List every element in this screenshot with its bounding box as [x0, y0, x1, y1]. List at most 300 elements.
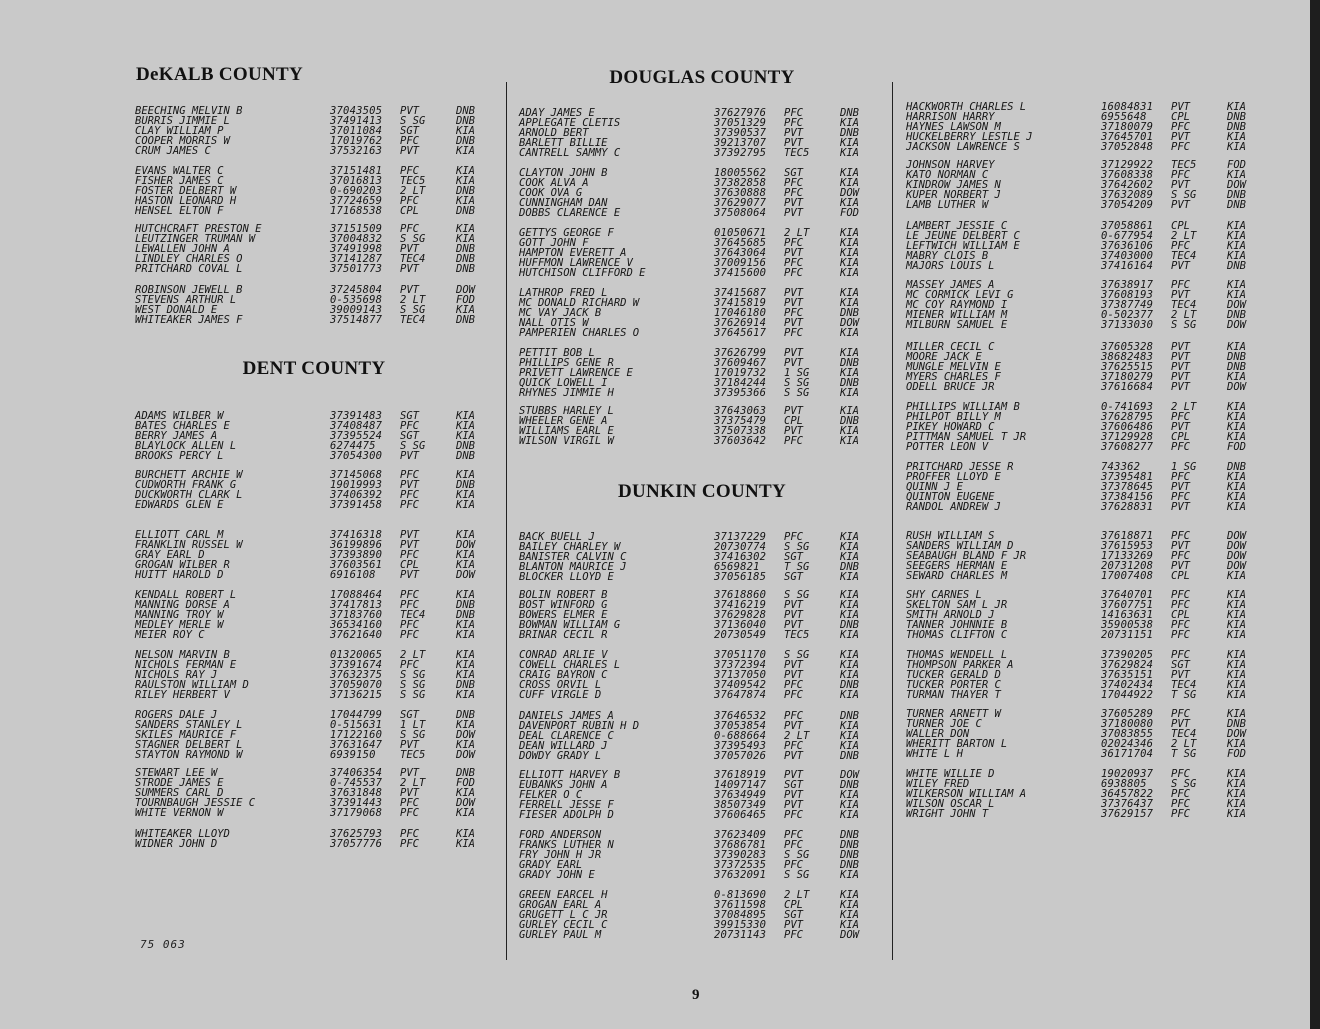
service-number: 37137050 [714, 669, 767, 681]
status: KIA [456, 499, 475, 511]
rank: S SG [400, 689, 426, 701]
status: KIA [840, 659, 859, 671]
roster-entry [903, 442, 1263, 452]
service-number: 37409542 [714, 679, 767, 691]
service-number: 37607751 [1101, 599, 1154, 611]
service-number: 17133269 [1101, 550, 1154, 562]
soldier-name: GREEN EARCEL H [519, 889, 608, 901]
soldier-name: HAMPTON EVERETT A [519, 247, 627, 259]
rank: PVT [1171, 669, 1190, 681]
entry-group [903, 402, 1263, 452]
rank: PVT [400, 105, 419, 117]
soldier-name: WHITEAKER JAMES F [135, 314, 243, 326]
soldier-name: LEWALLEN JOHN A [135, 243, 230, 255]
status: KIA [840, 367, 859, 379]
soldier-name: BATES CHARLES E [135, 420, 230, 432]
roster-entry [516, 690, 888, 700]
rank: PFC [784, 809, 803, 821]
service-number: 37640701 [1101, 589, 1154, 601]
status: KIA [840, 287, 859, 299]
rank: PVT [784, 317, 803, 329]
roster-entry [903, 502, 1263, 512]
soldier-name: PHILPOT BILLY M [906, 411, 1001, 423]
service-number: 37056185 [714, 571, 767, 583]
service-number: 37417813 [330, 599, 383, 611]
rank: PFC [1171, 441, 1190, 453]
service-number: 37646532 [714, 710, 767, 722]
status: KIA [840, 197, 859, 209]
soldier-name: BLAYLOCK ALLEN L [135, 440, 237, 452]
soldier-name: TURNER ARNETT W [906, 708, 1001, 720]
status: KIA [840, 541, 859, 553]
soldier-name: LINDLEY CHARLES O [135, 253, 243, 265]
rank: PVT [784, 425, 803, 437]
rank: PFC [784, 829, 803, 841]
status: DOW [840, 187, 859, 199]
status: KIA [1227, 421, 1246, 433]
service-number: 36199896 [330, 539, 383, 551]
soldier-name: POTTER LEON V [906, 441, 989, 453]
rank: PVT [400, 787, 419, 799]
rank: PVT [400, 263, 419, 275]
soldier-name: COOK OVA G [519, 187, 583, 199]
entry-group [516, 650, 888, 700]
soldier-name: MILLER CECIL C [906, 341, 995, 353]
rank: PVT [400, 450, 419, 462]
soldier-name: FELKER O C [519, 789, 583, 801]
soldier-name: CRUM JAMES C [135, 145, 211, 157]
service-number: 37616684 [1101, 381, 1154, 393]
rank: TEC4 [400, 609, 426, 621]
roster-entry [132, 315, 496, 325]
status: KIA [456, 619, 475, 631]
service-number: 37643063 [714, 405, 767, 417]
entry-group [132, 768, 496, 818]
service-number: 0-535698 [330, 294, 383, 306]
entry-group [516, 711, 888, 761]
service-number: 17007408 [1101, 570, 1154, 582]
status: KIA [1227, 141, 1246, 153]
soldier-name: GETTYS GEORGE F [519, 227, 614, 239]
rank: S SG [784, 387, 810, 399]
rank: PFC [400, 807, 419, 819]
entry-group [903, 221, 1263, 271]
soldier-name: NALL OTIS W [519, 317, 589, 329]
service-number: 37179068 [330, 807, 383, 819]
service-number: 37395493 [714, 740, 767, 752]
roster-entry [132, 206, 496, 216]
soldier-name: KENDALL ROBERT L [135, 589, 237, 601]
service-number: 37151509 [330, 223, 383, 235]
rank: PFC [400, 797, 419, 809]
status: DNB [456, 450, 475, 462]
service-number: 37627976 [714, 107, 767, 119]
service-number: 37391458 [330, 499, 383, 511]
service-number: 37384156 [1101, 491, 1154, 503]
rank: PVT [400, 145, 419, 157]
service-number: 37084895 [714, 909, 767, 921]
rank: PFC [784, 117, 803, 129]
status: DNB [1227, 361, 1246, 373]
status: DOW [456, 284, 475, 296]
service-number: 14097147 [714, 779, 767, 791]
rank: PVT [784, 669, 803, 681]
rank: PFC [400, 629, 419, 641]
service-number: 17019762 [330, 135, 383, 147]
status: KIA [1227, 250, 1246, 262]
status: DNB [840, 307, 859, 319]
rank: PVT [1171, 199, 1190, 211]
soldier-name: COOK ALVA A [519, 177, 589, 189]
soldier-name: BANISTER CALVIN C [519, 551, 627, 563]
rank: S SG [400, 729, 426, 741]
status: DOW [840, 929, 859, 941]
entry-group [903, 650, 1263, 700]
entry-group [516, 348, 888, 398]
roster-entry [516, 208, 888, 218]
service-number: 37615953 [1101, 540, 1154, 552]
entry-group [132, 166, 496, 216]
status: KIA [1227, 240, 1246, 252]
status: DOW [456, 539, 475, 551]
soldier-name: FRY JOHN H JR [519, 849, 602, 861]
status: DOW [1227, 381, 1246, 393]
status: KIA [840, 137, 859, 149]
soldier-name: TUCKER PORTER C [906, 679, 1001, 691]
rank: PVT [784, 599, 803, 611]
status: KIA [1227, 679, 1246, 691]
soldier-name: MC COY RAYMOND I [906, 299, 1008, 311]
soldier-name: EDWARDS GLEN E [135, 499, 224, 511]
service-number: 37180079 [1101, 121, 1154, 133]
status: KIA [456, 719, 475, 731]
rank: S SG [1171, 319, 1197, 331]
status: DNB [840, 839, 859, 851]
status: KIA [456, 165, 475, 177]
status: KIA [840, 740, 859, 752]
rank: PFC [784, 689, 803, 701]
service-number: 37145068 [330, 469, 383, 481]
service-number: 37416302 [714, 551, 767, 563]
soldier-name: MYERS CHARLES F [906, 371, 1001, 383]
service-number: 37395481 [1101, 471, 1154, 483]
rank: S SG [784, 589, 810, 601]
document-number: 75 063 [140, 938, 186, 951]
rank: PFC [1171, 629, 1190, 641]
status: KIA [840, 531, 859, 543]
service-number: 37491998 [330, 243, 383, 255]
rank: PFC [1171, 788, 1190, 800]
rank: PFC [784, 237, 803, 249]
status: KIA [840, 237, 859, 249]
status: KIA [1227, 808, 1246, 820]
rank: SGT [400, 430, 419, 442]
status: KIA [1227, 669, 1246, 681]
rank: SGT [400, 709, 419, 721]
rank: S SG [400, 679, 426, 691]
soldier-name: PRITCHARD COVAL L [135, 263, 243, 275]
status: KIA [840, 629, 859, 641]
status: KIA [840, 247, 859, 259]
status: KIA [840, 571, 859, 583]
soldier-name: NICHOLS RAY J [135, 669, 218, 681]
soldier-name: DANIELS JAMES A [519, 710, 614, 722]
rank: 2 LT [784, 730, 810, 742]
status: DNB [840, 849, 859, 861]
service-number: 37629824 [1101, 659, 1154, 671]
rank: PVT [1171, 481, 1190, 493]
service-number: 20730774 [714, 541, 767, 553]
rank: CPL [1171, 609, 1190, 621]
service-number: 37415819 [714, 297, 767, 309]
soldier-name: FERRELL JESSE F [519, 799, 614, 811]
service-number: 37183760 [330, 609, 383, 621]
roster-entry [132, 808, 496, 818]
service-number: 16084831 [1101, 101, 1154, 113]
soldier-name: MOORE JACK E [906, 351, 982, 363]
status: KIA [456, 469, 475, 481]
rank: PVT [1171, 381, 1190, 393]
soldier-name: GROGAN WILBER R [135, 559, 230, 571]
soldier-name: STRODE JAMES E [135, 777, 224, 789]
status: FOD [456, 294, 475, 306]
rank: PFC [1171, 491, 1190, 503]
county-heading-douglas: DOUGLAS COUNTY [609, 67, 795, 88]
service-number: 37508064 [714, 207, 767, 219]
service-number: 37051170 [714, 649, 767, 661]
soldier-name: GRADY EARL [519, 859, 583, 871]
rank: SGT [784, 551, 803, 563]
roster-entry [903, 382, 1263, 392]
roster-entry [516, 328, 888, 338]
status: DNB [840, 561, 859, 573]
service-number: 37416219 [714, 599, 767, 611]
rank: PVT [400, 284, 419, 296]
soldier-name: RANDOL ANDREW J [906, 501, 1001, 513]
service-number: 37643064 [714, 247, 767, 259]
soldier-name: FIESER ADOLPH D [519, 809, 614, 821]
rank: TEC4 [1171, 299, 1197, 311]
service-number: 36457822 [1101, 788, 1154, 800]
soldier-name: GROGAN EARL A [519, 899, 602, 911]
status: KIA [1227, 131, 1246, 143]
status: DNB [456, 253, 475, 265]
rank: PVT [400, 739, 419, 751]
soldier-name: LEFTWICH WILLIAM E [906, 240, 1020, 252]
status: KIA [1227, 599, 1246, 611]
status: DNB [456, 609, 475, 621]
roster-entry [903, 200, 1263, 210]
service-number: 37609467 [714, 357, 767, 369]
status: KIA [456, 838, 475, 850]
column-divider-right [892, 82, 893, 960]
service-number: 37406392 [330, 489, 383, 501]
soldier-name: MC CORMICK LEVI G [906, 289, 1014, 301]
rank: S SG [400, 115, 426, 127]
status: DNB [1227, 309, 1246, 321]
status: KIA [1227, 708, 1246, 720]
service-number: 37608193 [1101, 289, 1154, 301]
status: KIA [840, 889, 859, 901]
rank: PFC [400, 165, 419, 177]
service-number: 17168538 [330, 205, 383, 217]
rank: PFC [784, 740, 803, 752]
service-number: 37608277 [1101, 441, 1154, 453]
rank: PVT [1171, 371, 1190, 383]
rank: PFC [784, 177, 803, 189]
rank: PVT [1171, 341, 1190, 353]
soldier-name: WILEY FRED [906, 778, 970, 790]
status: DOW [456, 569, 475, 581]
soldier-name: NICHOLS FERMAN E [135, 659, 237, 671]
soldier-name: MILBURN SAMUEL E [906, 319, 1008, 331]
soldier-name: BURRIS JIMMIE L [135, 115, 230, 127]
rank: 2 LT [1171, 230, 1197, 242]
soldier-name: PHILLIPS WILLIAM B [906, 401, 1020, 413]
service-number: 37393890 [330, 549, 383, 561]
rank: CPL [400, 205, 419, 217]
service-number: 37403000 [1101, 250, 1154, 262]
roster-entry [516, 268, 888, 278]
rank: S SG [784, 849, 810, 861]
soldier-name: BEECHING MELVIN B [135, 105, 243, 117]
soldier-name: RILEY HERBERT V [135, 689, 230, 701]
service-number: 37416164 [1101, 260, 1154, 272]
status: KIA [840, 909, 859, 921]
soldier-name: MABRY CLOIS B [906, 250, 989, 262]
service-number: 37514877 [330, 314, 383, 326]
service-number: 0-515631 [330, 719, 383, 731]
rank: PFC [784, 107, 803, 119]
rank: TEC5 [784, 147, 810, 159]
soldier-name: SANDERS WILLIAM D [906, 540, 1014, 552]
service-number: 37621640 [330, 629, 383, 641]
soldier-name: HAYNES LAWSON M [906, 121, 1001, 133]
service-number: 02024346 [1101, 738, 1154, 750]
entry-group [132, 710, 496, 760]
service-number: 37129928 [1101, 431, 1154, 443]
soldier-name: SHY CARNES L [906, 589, 982, 601]
status: DNB [840, 415, 859, 427]
rank: PFC [400, 223, 419, 235]
soldier-name: STUBBS HARLEY L [519, 405, 614, 417]
entry-group [903, 462, 1263, 512]
status: KIA [1227, 401, 1246, 413]
service-number: 37632375 [330, 669, 383, 681]
status: KIA [456, 649, 475, 661]
soldier-name: BROOKS PERCY L [135, 450, 224, 462]
service-number: 37629828 [714, 609, 767, 621]
page-edge [1310, 0, 1320, 1029]
rank: PVT [784, 609, 803, 621]
status: KIA [456, 410, 475, 422]
soldier-name: GRADY JOHN E [519, 869, 595, 881]
rank: PVT [1171, 179, 1190, 191]
roster-entry [132, 839, 496, 849]
service-number: 37011084 [330, 125, 383, 137]
service-number: 37634949 [714, 789, 767, 801]
soldier-name: MC DONALD RICHARD W [519, 297, 640, 309]
rank: PFC [1171, 768, 1190, 780]
status: KIA [840, 809, 859, 821]
service-number: 37129922 [1101, 159, 1154, 171]
status: DOW [840, 769, 859, 781]
status: KIA [456, 420, 475, 432]
rank: PVT [400, 767, 419, 779]
rank: TEC4 [400, 253, 426, 265]
service-number: 37180080 [1101, 718, 1154, 730]
rank: PFC [400, 599, 419, 611]
rank: PVT [784, 287, 803, 299]
status: KIA [840, 147, 859, 159]
rank: PVT [784, 799, 803, 811]
rank: PVT [1171, 260, 1190, 272]
rank: 1 LT [400, 719, 426, 731]
status: KIA [840, 117, 859, 129]
service-number: 38682483 [1101, 351, 1154, 363]
status: DOW [1227, 560, 1246, 572]
rank: PVT [1171, 718, 1190, 730]
service-number: 37645685 [714, 237, 767, 249]
soldier-name: BLOCKER LLOYD E [519, 571, 614, 583]
status: DNB [840, 679, 859, 691]
status: KIA [1227, 619, 1246, 631]
soldier-name: CROSS ORVIL L [519, 679, 602, 691]
service-number: 39213707 [714, 137, 767, 149]
rank: PFC [1171, 121, 1190, 133]
service-number: 37686781 [714, 839, 767, 851]
service-number: 18005562 [714, 167, 767, 179]
rank: PFC [1171, 141, 1190, 153]
status: KIA [1227, 220, 1246, 232]
service-number: 37016813 [330, 175, 383, 187]
rank: PVT [784, 347, 803, 359]
entry-group [132, 224, 496, 274]
status: KIA [840, 689, 859, 701]
service-number: 17019732 [714, 367, 767, 379]
rank: PFC [1171, 411, 1190, 423]
roster-entry [903, 320, 1263, 330]
roster-entry [132, 750, 496, 760]
status: KIA [456, 430, 475, 442]
rank: S SG [784, 377, 810, 389]
soldier-name: HACKWORTH CHARLES L [906, 101, 1027, 113]
status: DOW [1227, 728, 1246, 740]
rank: S SG [400, 440, 426, 452]
soldier-name: STAGNER DELBERT L [135, 739, 243, 751]
rank: PFC [784, 531, 803, 543]
entry-group [903, 709, 1263, 759]
status: DOW [1227, 550, 1246, 562]
service-number: 37390205 [1101, 649, 1154, 661]
rank: PFC [784, 307, 803, 319]
service-number: 37628795 [1101, 411, 1154, 423]
rank: PFC [784, 187, 803, 199]
status: FOD [1227, 441, 1246, 453]
service-number: 37628831 [1101, 501, 1154, 513]
service-number: 37606465 [714, 809, 767, 821]
rank: PFC [784, 327, 803, 339]
rank: PFC [400, 499, 419, 511]
rank: PVT [400, 569, 419, 581]
roster-entry [132, 630, 496, 640]
soldier-name: WHITE VERNON W [135, 807, 224, 819]
page-number: 9 [692, 987, 700, 1003]
status: KIA [1227, 481, 1246, 493]
soldier-name: THOMPSON PARKER A [906, 659, 1014, 671]
status: KIA [1227, 629, 1246, 641]
rank: PFC [400, 619, 419, 631]
